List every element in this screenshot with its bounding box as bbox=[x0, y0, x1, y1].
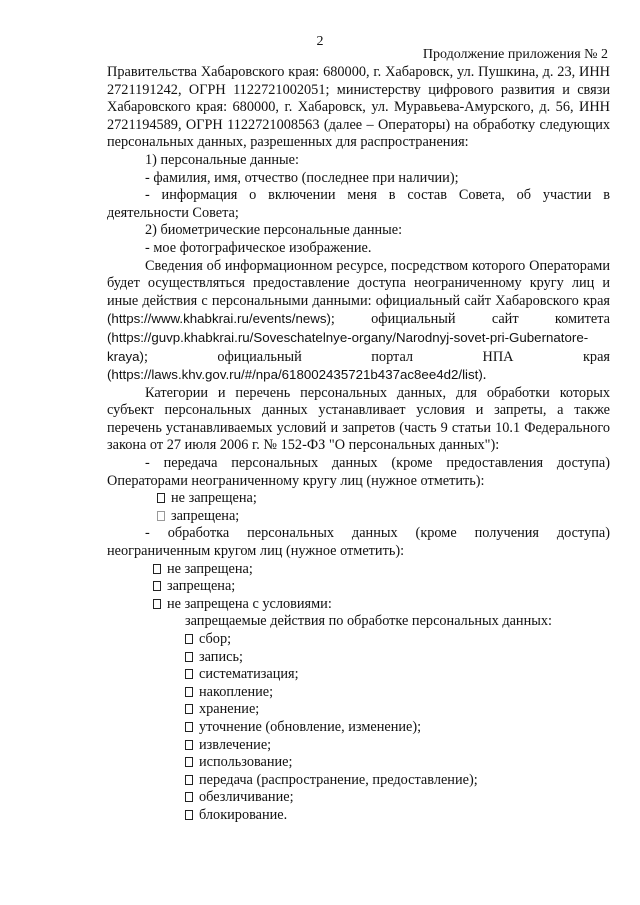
option-label: блокирование. bbox=[199, 806, 288, 823]
forbidden-action[interactable] bbox=[107, 631, 610, 649]
info-resource-text: Сведения об информационном ресурсе, посредством которого Операторами будет осуществляться предоставление доступа неограниченному кругу лиц и иные действия с персональными данными: официальный сайт Хабаровского края bbox=[107, 257, 610, 309]
forbidden-action[interactable] bbox=[107, 701, 610, 719]
committee-link[interactable]: (https://guvp.khabkrai.ru/Soveschatelnye-organy/Narodnyj-sovet-pri-Gubernatore-kraya) bbox=[107, 329, 589, 364]
checkbox-icon[interactable] bbox=[153, 564, 161, 574]
transfer-option[interactable] bbox=[107, 490, 610, 508]
section2-title: 2) биометрические персональные данные: bbox=[145, 222, 403, 239]
section2-item: - мое фотографическое изображение. bbox=[145, 239, 372, 256]
checkbox-icon[interactable] bbox=[185, 810, 193, 820]
option-label: хранение; bbox=[199, 701, 260, 718]
option-label: не запрещена; bbox=[171, 490, 257, 507]
checkbox-icon[interactable] bbox=[153, 599, 161, 609]
intro-paragraph: Правительства Хабаровского края: 680000, г. Хабаровск, ул. Пушкина, д. 23, ИНН 2721191242, ОГРН 1122721002051; министерству цифрового развития и связи Хабаровского края: 680000, г. Хабаровск, ул. Муравьева-Амурского, д. 56, ИНН 2721194589, ОГРН 1122721008563 (далее – Операторы) на обработку следующих персональных данных, разрешенных для распространения: bbox=[107, 64, 610, 151]
option-label: запрещена; bbox=[167, 578, 236, 595]
forbidden-action[interactable] bbox=[107, 789, 610, 807]
section1-title: 1) персональные данные: bbox=[145, 151, 299, 168]
option-label: запись; bbox=[199, 648, 243, 665]
checkbox-icon[interactable] bbox=[185, 652, 193, 662]
checkbox-icon[interactable] bbox=[185, 775, 193, 785]
option-label: обезличивание; bbox=[199, 789, 294, 806]
checkbox-icon[interactable] bbox=[157, 493, 165, 503]
forbidden-actions-title: запрещаемые действия по обработке персональных данных: bbox=[185, 613, 552, 630]
page-number: 2 bbox=[316, 34, 324, 49]
site-link[interactable]: (https://www.khabkrai.ru/events/news) bbox=[107, 311, 331, 327]
checkbox-icon[interactable] bbox=[185, 704, 193, 714]
forbidden-action[interactable] bbox=[107, 737, 610, 755]
checkbox-icon[interactable] bbox=[153, 581, 161, 591]
checkbox-icon[interactable] bbox=[185, 669, 193, 679]
forbidden-action[interactable] bbox=[107, 719, 610, 737]
document-body bbox=[107, 64, 610, 825]
option-label: не запрещена с условиями: bbox=[167, 595, 332, 612]
option-label: не запрещена; bbox=[167, 560, 253, 577]
forbidden-action[interactable] bbox=[107, 807, 610, 825]
checkbox-icon[interactable] bbox=[185, 740, 193, 750]
appendix-note: Продолжение приложения № 2 bbox=[422, 47, 608, 62]
info-resource-paragraph bbox=[107, 258, 610, 385]
categories-paragraph: Категории и перечень персональных данных, для обработки которых субъект персональных данных устанавливает условия и запреты, а также перечень устанавливаемых условий и запретов (часть 9 статьи 10.1 Федерального закона от 27 июля 2006 г. № 152-ФЗ "О персональных данных"): bbox=[107, 384, 610, 454]
option-label: накопление; bbox=[199, 683, 274, 700]
processing-paragraph: - обработка персональных данных (кроме получения доступа) неограниченным кругом лиц (нужное отметить): bbox=[107, 525, 610, 560]
forbidden-action[interactable] bbox=[107, 684, 610, 702]
forbidden-action[interactable] bbox=[107, 666, 610, 684]
info-resource-text: . bbox=[482, 367, 487, 384]
section1-item: - фамилия, имя, отчество (последнее при наличии); bbox=[145, 169, 459, 186]
checkbox-icon[interactable] bbox=[185, 757, 193, 767]
transfer-option[interactable] bbox=[107, 508, 610, 526]
option-label: извлечение; bbox=[199, 736, 272, 753]
option-label: использование; bbox=[199, 754, 293, 771]
transfer-paragraph: - передача персональных данных (кроме предоставления доступа) Операторами неограниченному кругу лиц (нужное отметить): bbox=[107, 455, 610, 489]
processing-option[interactable] bbox=[107, 561, 610, 579]
option-label: уточнение (обновление, изменение); bbox=[199, 718, 422, 735]
forbidden-action[interactable] bbox=[107, 649, 610, 667]
option-label: передача (распространение, предоставление); bbox=[199, 771, 478, 788]
forbidden-action[interactable] bbox=[107, 754, 610, 772]
processing-option[interactable] bbox=[107, 596, 610, 614]
info-resource-text: ; официальный портал НПА края bbox=[143, 348, 610, 365]
option-label: запрещена; bbox=[171, 507, 240, 524]
info-resource-text: ; официальный сайт комитета bbox=[330, 311, 610, 328]
npa-portal-link[interactable]: (https://laws.khv.gov.ru/#/npa/618002435721b437ac8ee4d2/list) bbox=[107, 367, 483, 383]
option-label: систематизация; bbox=[199, 666, 299, 683]
checkbox-icon[interactable] bbox=[157, 511, 165, 521]
checkbox-icon[interactable] bbox=[185, 687, 193, 697]
option-label: сбор; bbox=[199, 631, 232, 647]
checkbox-icon[interactable] bbox=[185, 634, 193, 644]
processing-option[interactable] bbox=[107, 578, 610, 596]
checkbox-icon[interactable] bbox=[185, 792, 193, 802]
section1-item: - информация о включении меня в состав Совета, об участии в деятельности Совета; bbox=[107, 187, 610, 221]
checkbox-icon[interactable] bbox=[185, 722, 193, 732]
forbidden-action[interactable] bbox=[107, 772, 610, 790]
